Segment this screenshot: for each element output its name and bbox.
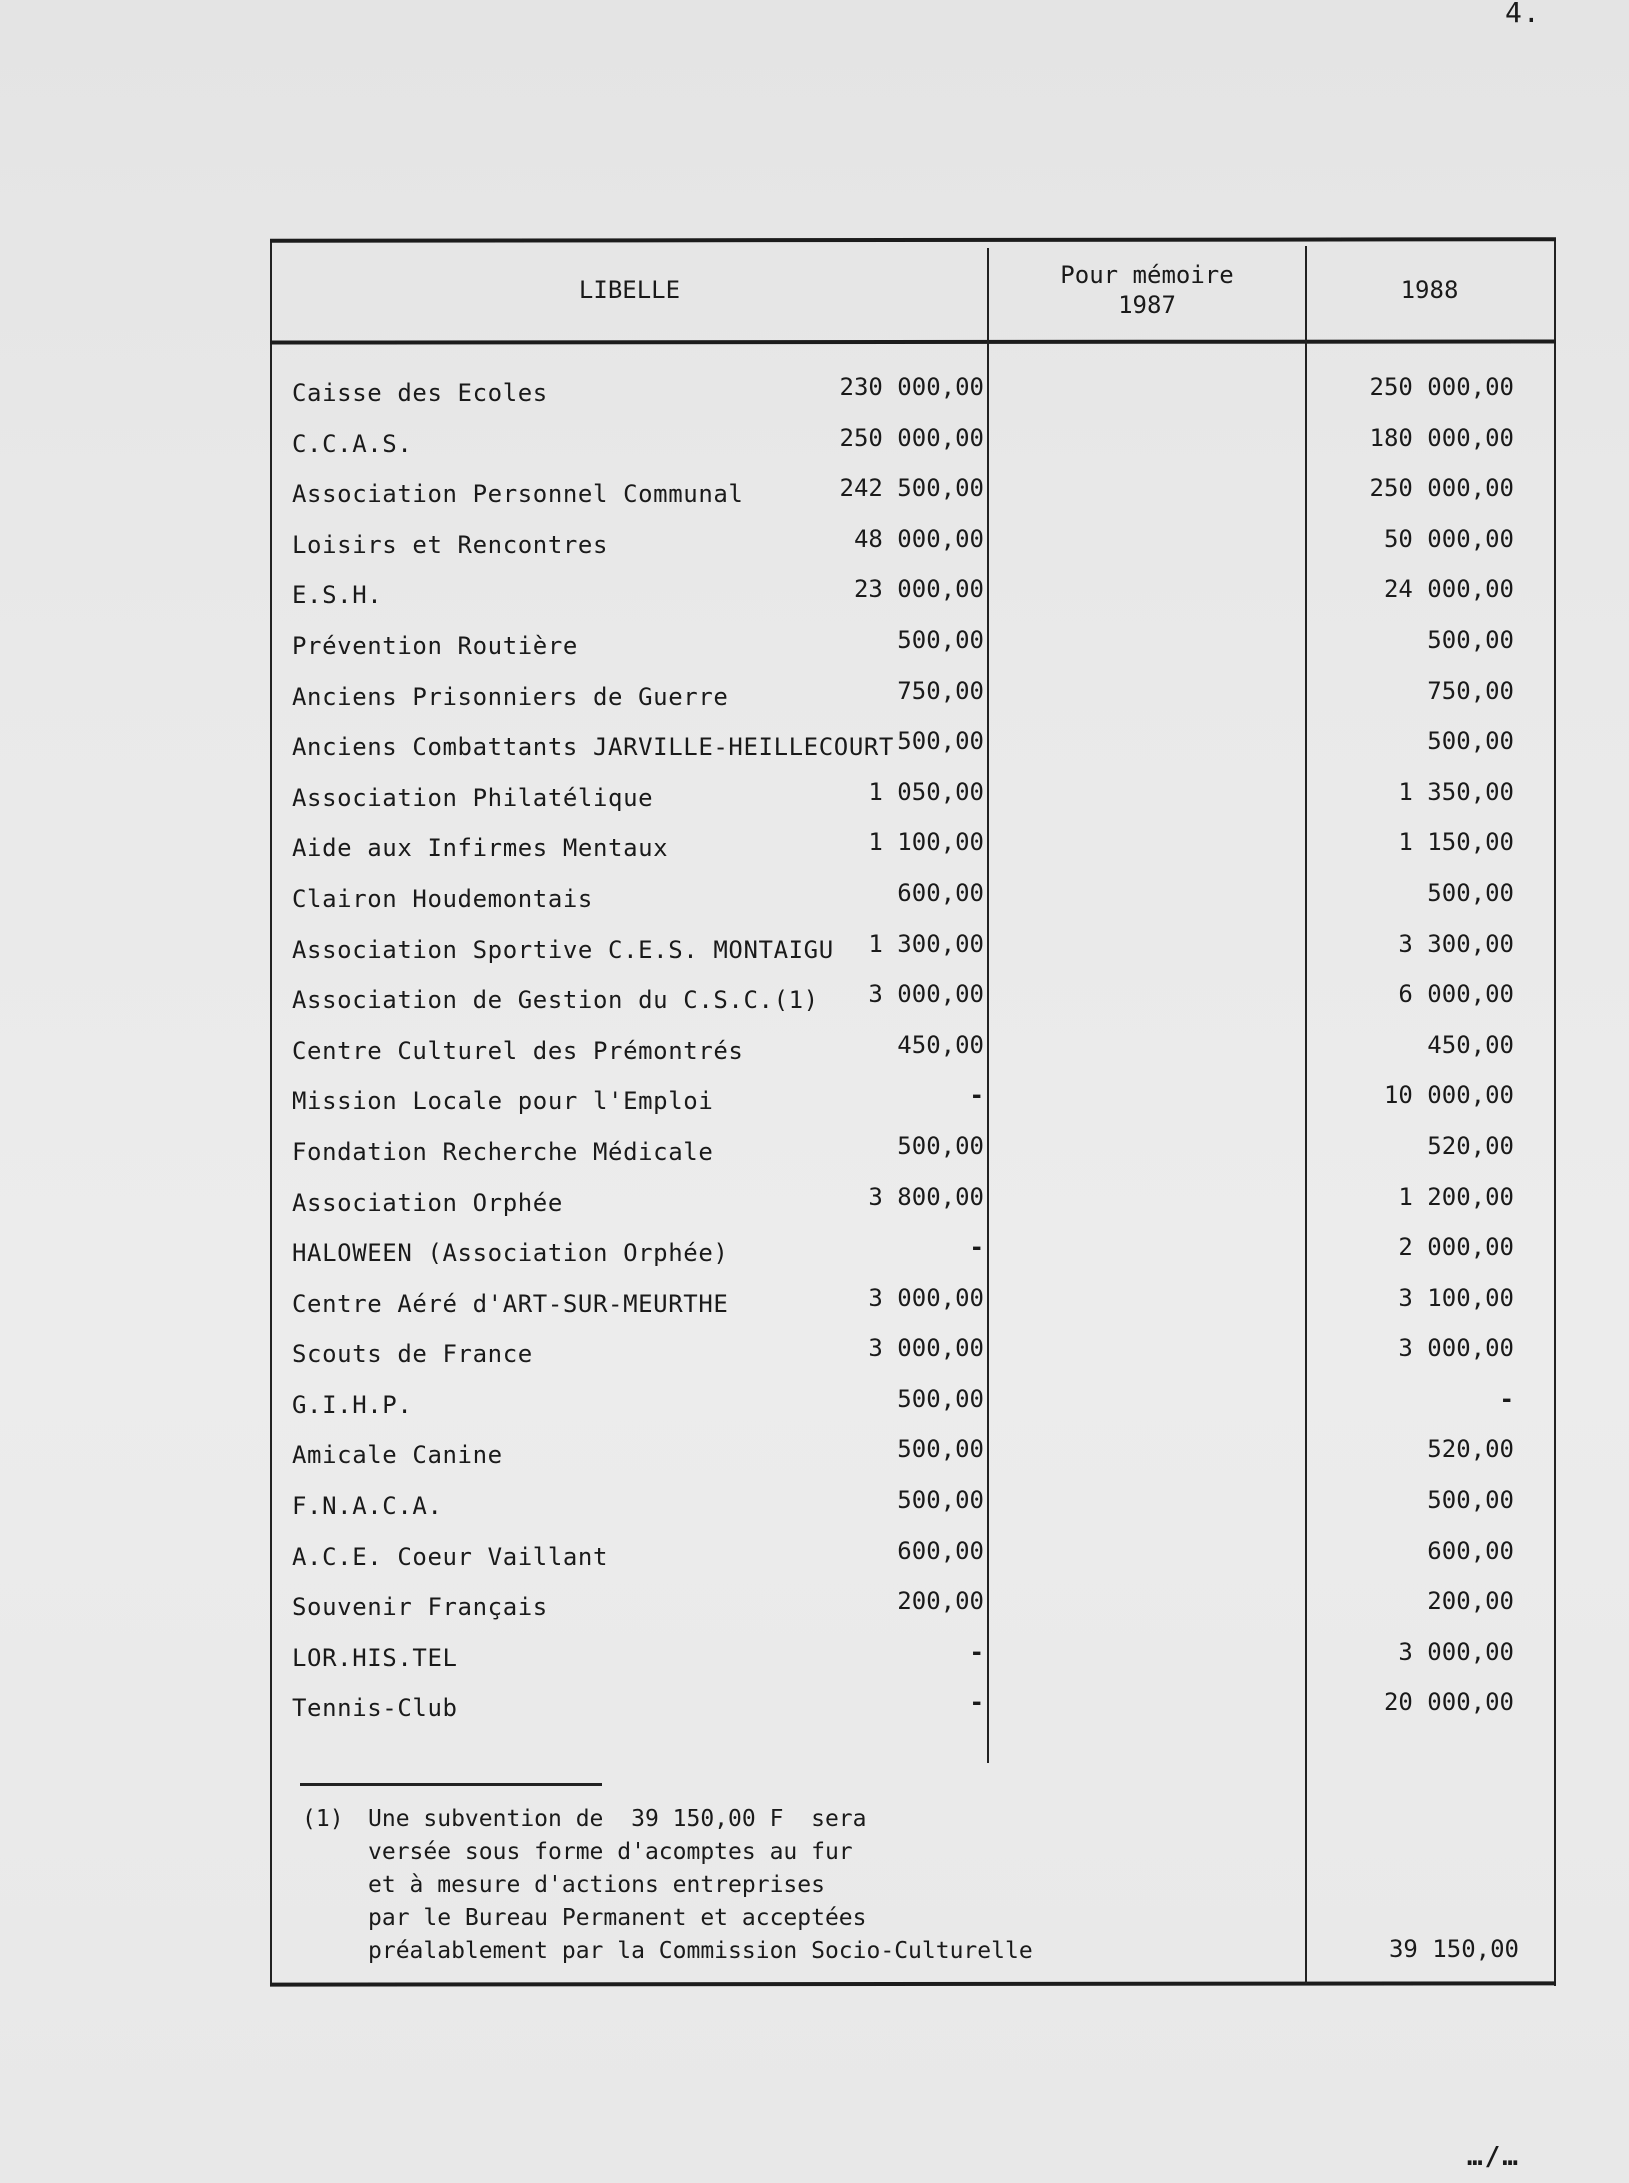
row-value-1987: 3 000,00 [868, 1334, 984, 1363]
row-value-1988: 500,00 [1427, 625, 1514, 654]
row-label: Mission Locale pour l'Emploi [292, 1087, 714, 1116]
row-value-1988: - [1499, 1384, 1514, 1413]
row-label: Aide aux Infirmes Mentaux [292, 834, 669, 863]
row-label: Amicale Canine [292, 1441, 503, 1470]
row-value-1987: 500,00 [897, 1384, 984, 1413]
row-label: A.C.E. Coeur Vaillant [292, 1542, 609, 1571]
table-row [272, 1376, 1554, 1427]
row-value-1987: 600,00 [897, 1536, 984, 1565]
row-value-1987: 600,00 [897, 878, 984, 907]
row-value-1988: 500,00 [1427, 878, 1514, 907]
row-label: Association Personnel Communal [292, 480, 744, 509]
row-label: Clairon Houdemontais [292, 884, 593, 913]
row-value-1988: 180 000,00 [1369, 423, 1514, 452]
row-value-1988: 20 000,00 [1383, 1688, 1514, 1717]
row-value-1988: 200,00 [1427, 1587, 1514, 1616]
row-value-1987: 1 300,00 [868, 929, 984, 958]
row-value-1987: 250 000,00 [839, 423, 984, 452]
row-value-1987: 500,00 [897, 1486, 984, 1515]
row-value-1988: 1 200,00 [1398, 1182, 1514, 1211]
row-value-1987: 200,00 [897, 1587, 984, 1616]
header-1987-line1: Pour mémoire [1060, 261, 1234, 289]
row-label: Souvenir Français [292, 1593, 548, 1622]
table-row [272, 566, 1554, 617]
table-row [272, 1174, 1554, 1225]
table-row [272, 1477, 1554, 1528]
row-value-1987: 750,00 [897, 676, 984, 705]
row-value-1987: 48 000,00 [853, 524, 984, 553]
table-body [272, 364, 1554, 1730]
row-value-1987: - [969, 1233, 984, 1262]
table-row [272, 921, 1554, 972]
row-label: Centre Aéré d'ART-SUR-MEURTHE [292, 1289, 729, 1318]
row-value-1987: 23 000,00 [853, 575, 984, 604]
page-number: 4. [1505, 0, 1541, 29]
row-value-1988: 2 000,00 [1398, 1233, 1514, 1262]
table-row [272, 1578, 1554, 1629]
table-row [272, 1325, 1554, 1376]
footnote-separator [300, 1783, 602, 1786]
row-label: Caisse des Ecoles [292, 379, 548, 407]
row-label: F.N.A.C.A. [292, 1492, 443, 1521]
row-value-1987: 500,00 [897, 625, 984, 654]
table-row [272, 1022, 1554, 1073]
row-value-1988: 3 100,00 [1398, 1283, 1514, 1312]
row-value-1988: 250 000,00 [1369, 373, 1514, 401]
header-1988-text: 1988 [1400, 276, 1459, 304]
row-value-1987: 3 800,00 [868, 1182, 984, 1211]
table-row [272, 516, 1554, 567]
table-row [272, 617, 1554, 668]
subsidies-table [270, 240, 1556, 1986]
row-value-1987: 500,00 [897, 1131, 984, 1160]
table-row [272, 1629, 1554, 1680]
row-value-1988: 520,00 [1427, 1131, 1514, 1160]
row-label: E.S.H. [292, 581, 383, 610]
table-row [272, 465, 1554, 516]
row-value-1987: 3 000,00 [868, 1283, 984, 1312]
row-label: Scouts de France [292, 1340, 533, 1369]
table-row [272, 1275, 1554, 1326]
table-row [272, 415, 1554, 466]
footnote-marker: (1) [302, 1806, 344, 1832]
row-value-1988: 50 000,00 [1383, 524, 1514, 553]
table-row [272, 819, 1554, 870]
row-value-1988: 3 000,00 [1398, 1334, 1514, 1363]
table-row [272, 870, 1554, 921]
table-row [272, 364, 1554, 415]
continuation-mark: …/… [1467, 2142, 1520, 2172]
row-label: Association Philatélique [292, 783, 654, 812]
row-label: Anciens Prisonniers de Guerre [292, 682, 729, 711]
row-value-1987: 500,00 [897, 727, 984, 756]
table-row [272, 1224, 1554, 1275]
row-value-1988: 6 000,00 [1398, 980, 1514, 1009]
footnote-line: Une subvention de 39 150,00 F sera [368, 1806, 867, 1832]
header-1987 [989, 240, 1305, 340]
row-value-1987: - [969, 1688, 984, 1717]
header-libelle-text: LIBELLE [578, 276, 681, 304]
header-libelle [272, 240, 987, 340]
footnote-text [368, 1803, 1033, 1968]
header-bottom-rule [270, 339, 1556, 344]
row-label: Fondation Recherche Médicale [292, 1137, 714, 1166]
table-row [272, 769, 1554, 820]
row-label: LOR.HIS.TEL [292, 1643, 458, 1672]
row-label: Centre Culturel des Prémontrés [292, 1036, 744, 1065]
row-value-1988: 24 000,00 [1383, 575, 1514, 604]
table-row [272, 1072, 1554, 1123]
row-label: Anciens Combattants JARVILLE-HEILLECOURT [292, 733, 894, 762]
row-value-1987: 230 000,00 [839, 373, 984, 401]
row-value-1987: - [969, 1081, 984, 1110]
row-value-1987: - [969, 1637, 984, 1666]
footnote-line: versée sous forme d'acomptes au fur [368, 1839, 853, 1865]
header-1987-line2: 1987 [1118, 291, 1176, 319]
row-label: HALOWEEN (Association Orphée) [292, 1239, 729, 1268]
footnote-amount-1988: 39 150,00 [1388, 1935, 1519, 1963]
table-bottom-rule [270, 1981, 1556, 1986]
row-value-1988: 10 000,00 [1383, 1081, 1514, 1110]
row-label: Association Sportive C.E.S. MONTAIGU [292, 935, 834, 964]
header-1988 [1307, 240, 1552, 340]
row-value-1988: 250 000,00 [1369, 474, 1514, 503]
table-row [272, 971, 1554, 1022]
row-label: Loisirs et Rencontres [292, 530, 609, 559]
row-label: Prévention Routière [292, 631, 578, 660]
row-value-1988: 500,00 [1427, 727, 1514, 756]
table-row [272, 1426, 1554, 1477]
table-row [272, 668, 1554, 719]
row-value-1988: 600,00 [1427, 1536, 1514, 1565]
table-row [272, 1679, 1554, 1730]
row-value-1988: 750,00 [1427, 676, 1514, 705]
row-label: G.I.H.P. [292, 1390, 413, 1419]
row-value-1988: 3 000,00 [1398, 1637, 1514, 1666]
table-row [272, 1528, 1554, 1579]
footnote-line: et à mesure d'actions entreprises [368, 1872, 825, 1898]
footnote-line: par le Bureau Permanent et acceptées [368, 1905, 867, 1931]
row-label: Association Orphée [292, 1188, 563, 1217]
row-label: Association de Gestion du C.S.C.(1) [292, 986, 819, 1015]
row-value-1988: 520,00 [1427, 1435, 1514, 1464]
row-value-1987: 1 050,00 [868, 777, 984, 806]
row-value-1988: 1 150,00 [1398, 828, 1514, 857]
row-value-1987: 1 100,00 [868, 828, 984, 857]
row-value-1988: 1 350,00 [1398, 777, 1514, 806]
row-value-1988: 500,00 [1427, 1486, 1514, 1515]
row-value-1987: 242 500,00 [839, 474, 984, 503]
row-value-1988: 450,00 [1427, 1030, 1514, 1059]
row-label: Tennis-Club [292, 1694, 458, 1723]
row-label: C.C.A.S. [292, 429, 413, 458]
row-value-1987: 500,00 [897, 1435, 984, 1464]
row-value-1988: 3 300,00 [1398, 929, 1514, 958]
footnote-line: préalablement par la Commission Socio-Culturelle [368, 1938, 1033, 1964]
row-value-1987: 3 000,00 [868, 980, 984, 1009]
table-row [272, 718, 1554, 769]
table-row [272, 1123, 1554, 1174]
row-value-1987: 450,00 [897, 1030, 984, 1059]
